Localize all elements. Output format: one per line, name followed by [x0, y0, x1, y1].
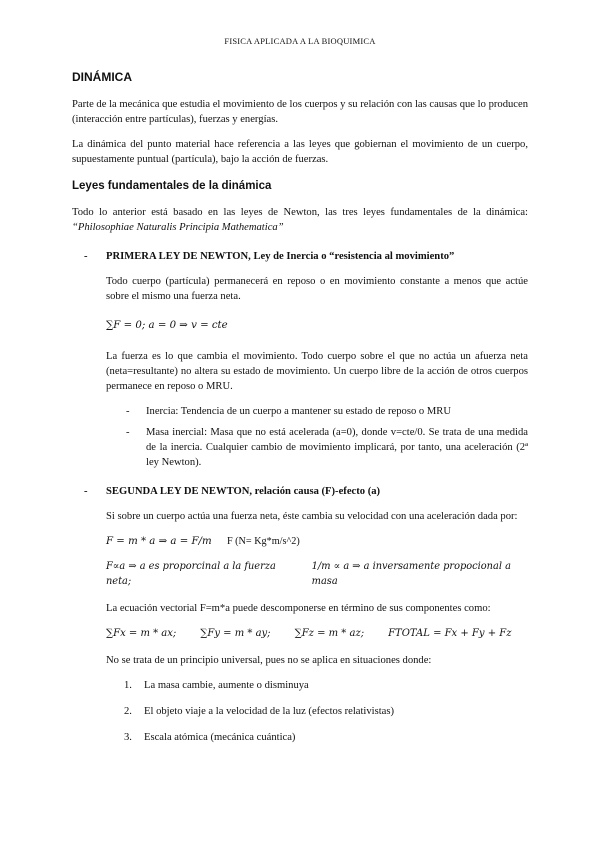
first-law-items: [126, 404, 528, 470]
second-law-title: SEGUNDA LEY DE NEWTON, relación causa (F)-efecto (a): [106, 486, 381, 497]
dash-bullet: -: [84, 486, 88, 497]
subsection-title: Leyes fundamentales de la dinámica: [72, 180, 272, 192]
second-law-equation: F = m * a ⇒ a = F/m: [106, 536, 212, 547]
list-item: - Inercia: Tendencia de un cuerpo a mantener su estado de reposo o MRU: [126, 406, 451, 417]
first-law-formula: ∑F = 0; a = 0 ⇒ v = cte: [106, 320, 228, 331]
first-law-title: PRIMERA LEY DE NEWTON, Ley de Inercia o “resistencia al movimiento”: [106, 251, 455, 262]
list-item: 1. La masa cambie, aumente o disminuya: [124, 680, 309, 691]
proportionality-force: F∝a ⇒ a es proporcinal a la fuerza neta;: [106, 561, 276, 587]
first-law-explanation: La fuerza es lo que cambia el movimiento. Todo cuerpo sobre el que no actúa un afuerza neta (neta=resultante) no altera su estado de movimiento. Un cuerpo libre de la acción de otros cuerpos permanece en reposo o MRU.: [106, 351, 528, 392]
principia-title: “Philosophiae Naturalis Principia Mathematica”: [72, 222, 284, 233]
component-z-formula: ∑Fz = m * az;: [294, 628, 365, 639]
newton-intro: [72, 205, 528, 235]
total-force-formula: FTOTAL = Fx + Fy + Fz: [388, 628, 512, 639]
proportionality-mass: 1/m ∝ a ⇒ a inversamente propocional a masa: [311, 561, 511, 587]
intro-paragraph-1: Parte de la mecánica que estudia el movimiento de los cuerpos y su relación con las causas que lo producen (interacción entre partículas), fuerzas y energías.: [72, 99, 528, 125]
list-item: 3. Escala atómica (mecánica cuántica): [124, 732, 296, 743]
second-law-description: Si sobre un cuerpo actúa una fuerza neta, éste cambia su velocidad con una aceleración dada por:: [106, 511, 518, 522]
second-law-heading: [72, 484, 528, 499]
intro-paragraph-2: La dinámica del punto material hace referencia a las leyes que gobiernan el movimiento de un cuerpo, supuestamente puntual (partícula), bajo la acción de fuerzas.: [72, 139, 528, 165]
component-x-formula: ∑Fx = m * ax;: [106, 628, 177, 639]
list-item: - Masa inercial: Masa que no está acelerada (a=0), donde v=cte/0. Se trata de una medida de la inercia. Cualquier cambio de movimiento implicará, por tanto, una aceleración (2ª ley Newton).: [126, 427, 528, 468]
document-body: [72, 70, 528, 756]
force-units: F (N= Kg*m/s^2): [226, 536, 300, 547]
proportionality-row: [106, 559, 528, 589]
component-y-formula: ∑Fy = m * ay;: [200, 628, 271, 639]
vector-components-row: [106, 626, 528, 641]
conditions-list: [124, 678, 528, 745]
first-law-heading: [72, 249, 528, 264]
second-law-formula: [106, 534, 528, 549]
section-title: DINÁMICA: [72, 70, 132, 84]
list-item: 2. El objeto viaje a la velocidad de la luz (efectos relativistas): [124, 706, 395, 717]
not-universal-text: No se trata de un principio universal, pues no se aplica en situaciones donde:: [106, 655, 432, 666]
first-law-description: Todo cuerpo (partícula) permanecerá en reposo o en movimiento constante a menos que actúe sobre el mismo una fuerza neta.: [106, 276, 528, 302]
newton-intro-text: Todo lo anterior está basado en las leyes de Newton, las tres leyes fundamentales de la dinámica:: [72, 207, 528, 218]
vector-equation-text: La ecuación vectorial F=m*a puede descomponerse en término de sus componentes como:: [106, 603, 491, 614]
page-header: FISICA APLICADA A LA BIOQUIMICA: [224, 36, 376, 46]
dash-bullet: -: [84, 251, 88, 262]
